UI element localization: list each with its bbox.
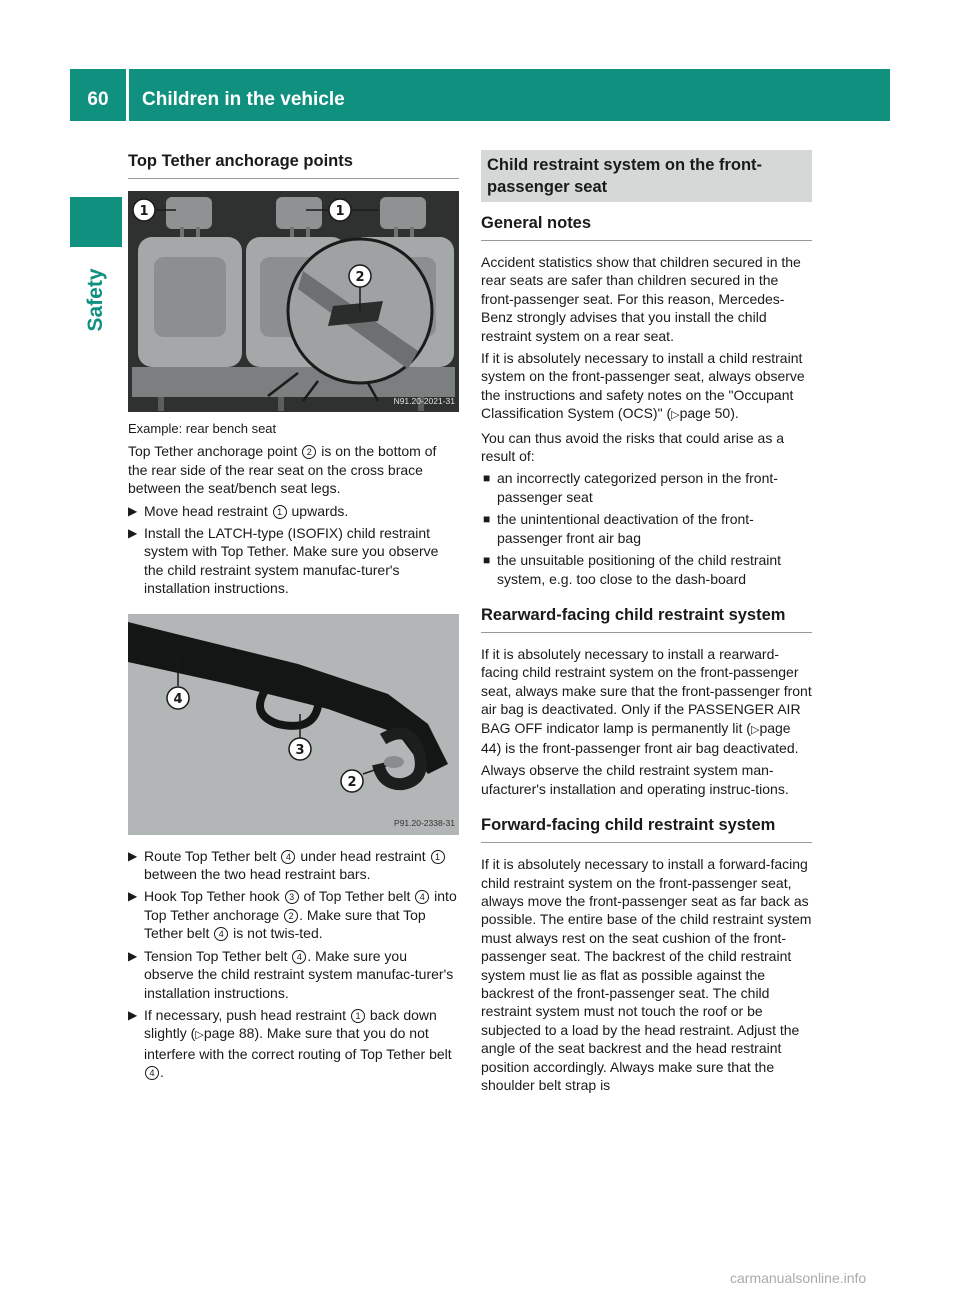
rear-bench-seat-drawing	[128, 191, 459, 412]
text-span: the unsuitable positioning of the child restraint system, e.g. too close to the dash-board	[497, 552, 782, 587]
text-span: . Make sure you observe the child restraint system manufac-turer's installation instructions.	[144, 947, 454, 1001]
callout-number: 1	[431, 850, 445, 864]
subheading-general-notes: General notes	[481, 212, 812, 241]
callout-number: 2	[284, 909, 298, 923]
text-span: ).	[730, 405, 739, 422]
subheading-forward-facing: Forward-facing child restraint system	[481, 814, 812, 843]
instruction-step	[128, 502, 459, 520]
header-divider	[126, 69, 129, 121]
paragraph: If it is absolutely necessary to install a forward-facing child restraint system on the front-passenger seat, always move the front-passenger seat as far back as possible. The entire base of the child restraint system must always rest on the seat cushion of the front-passenger seat. The backrest of the child restraint system must lie as flat as possible against the backrest of the front-passenger seat. The child restraint system must not touch the roof or be subjected to a load by the head restraint. Adjust the angle of the seat backrest and the head restraint position accordingly. Always make sure that the shoulder belt strap is	[481, 856, 812, 1094]
callout-3	[289, 738, 311, 760]
top-tether-belt-drawing	[128, 614, 459, 835]
instruction-step	[128, 1006, 459, 1082]
text-span: .	[160, 1064, 164, 1081]
text-span: back down slightly (	[144, 1006, 437, 1042]
list-item	[481, 510, 812, 547]
text-span: is not twis-ted.	[229, 925, 323, 942]
text-span: of Top Tether belt	[299, 888, 415, 905]
callout-number: 4	[281, 850, 295, 864]
image-caption: Example: rear bench seat	[128, 421, 277, 436]
step-arrow-icon: ▶	[128, 889, 138, 904]
list-item	[481, 551, 812, 588]
text-span: Tension Top Tether belt	[144, 947, 292, 964]
section-heading-front-passenger: Child restraint system on the front-passenger seat	[481, 150, 812, 202]
text-span: ) is the front-passenger front air bag deactivated.	[496, 739, 799, 756]
paragraph: Accident statistics show that children secured in the rear seats are safer than children secured in the front-passenger seat. For this reason, Mercedes-Benz strongly advises that you install the child restraint system on a rear seat.	[481, 254, 801, 344]
instruction-step	[128, 887, 459, 942]
right-column	[481, 150, 812, 1098]
text-span: Top Tether anchorage point	[128, 443, 302, 460]
page-reference-link[interactable]: page 44	[481, 719, 791, 756]
page-reference-link[interactable]: page 88	[203, 1025, 255, 1042]
paragraph: You can thus avoid the risks that could arise as a result of:	[481, 429, 784, 465]
step-arrow-icon: ▶	[128, 948, 138, 963]
instruction-step	[128, 524, 459, 598]
text-span: Install the LATCH-type (ISOFIX) child restraint system with Top Tether. Make sure you observe the child restraint system manufac-turer's installation instructions.	[144, 525, 439, 597]
callout-number: 1	[273, 505, 287, 519]
section-tab-label: Safety	[84, 268, 107, 332]
page-ref-arrow-icon: ▷	[195, 1029, 204, 1042]
callout-4	[167, 687, 189, 709]
page-ref-arrow-icon: ▷	[750, 723, 760, 736]
site-watermark: carmanualsonline.info	[730, 1270, 867, 1286]
paragraph: Always observe the child restraint system man-ufacturer's installation and operating instruc-tions.	[481, 762, 789, 797]
step-arrow-icon: ▶	[128, 1007, 138, 1022]
callout-number: 2	[302, 445, 316, 459]
bullet-icon: ■	[483, 553, 491, 568]
list-item	[481, 469, 812, 506]
text-span: is on the bottom of the rear side of the rear seat on the cross brace between the seat/bench seat legs.	[128, 443, 437, 497]
paragraph	[481, 645, 812, 757]
text-span: If it is absolutely necessary to install a child restraint system on the front-passenger seat, always observe the instructions and safety notes on the "Occupant Classification System (OCS)" (	[481, 350, 805, 422]
image-code: N91.20-2021-31	[393, 395, 455, 406]
callout-2-hook-text: 2	[347, 774, 357, 790]
text-span: . Make sure that Top Tether belt	[144, 906, 426, 942]
callout-1-left-text: 1	[139, 204, 149, 219]
top-tether-belt-illustration	[128, 614, 459, 835]
paragraph	[481, 349, 812, 425]
callout-number: 4	[292, 950, 306, 964]
callout-3-text: 3	[295, 742, 305, 758]
bullet-icon: ■	[483, 471, 491, 486]
anchorage-location-text	[128, 442, 459, 497]
bullet-icon: ■	[483, 512, 491, 527]
image-code: P91.20-2338-31	[394, 818, 455, 829]
section-tab-marker	[70, 197, 122, 247]
instruction-step	[128, 947, 459, 1002]
callout-1-center	[329, 199, 351, 221]
rear-bench-seat-illustration	[128, 191, 459, 412]
text-span: ). Make sure that you do not interfere with the correct routing of Top Tether belt	[144, 1025, 452, 1062]
step-arrow-icon: ▶	[128, 848, 138, 863]
text-span: an incorrectly categorized person in the front-passenger seat	[497, 470, 778, 505]
text-span: Move head restraint	[144, 502, 272, 519]
page-header	[70, 69, 890, 121]
callout-4-text: 4	[173, 691, 183, 707]
callout-2-text: 2	[355, 270, 365, 285]
callout-2-hook	[341, 770, 363, 792]
callout-number: 4	[214, 927, 228, 941]
callout-number: 3	[285, 890, 299, 904]
page-ref-arrow-icon: ▷	[671, 409, 680, 422]
section-heading-top-tether: Top Tether anchorage points	[128, 150, 459, 179]
callout-2	[349, 265, 371, 287]
left-column	[128, 150, 459, 1086]
callout-number: 4	[145, 1066, 159, 1080]
step-arrow-icon: ▶	[128, 503, 138, 518]
text-span: the unintentional deactivation of the front-passenger front air bag	[497, 511, 754, 546]
text-span: Route Top Tether belt	[144, 847, 281, 864]
callout-1-left	[133, 199, 155, 221]
step-arrow-icon: ▶	[128, 526, 138, 541]
callout-1-center-text: 1	[335, 204, 345, 219]
callout-number: 4	[415, 890, 429, 904]
text-span: Hook Top Tether hook	[144, 888, 284, 905]
text-span: If it is absolutely necessary to install a rearward-facing child restraint system on the front-passenger seat, always make sure that the front-passenger front air bag is deactivated. Only if the PASSENGER AIR BAG OFF indicator lamp is permanently lit (	[481, 645, 812, 736]
subheading-rearward-facing: Rearward-facing child restraint system	[481, 604, 812, 633]
text-span: between the two head restraint bars.	[144, 866, 371, 883]
page-number: 60	[87, 89, 109, 110]
page-reference-link[interactable]: page 50	[679, 405, 731, 422]
callout-number: 1	[351, 1009, 365, 1023]
text-span: into Top Tether anchorage	[144, 888, 457, 923]
text-span: upwards.	[287, 502, 349, 519]
chapter-title: Children in the vehicle	[142, 89, 345, 110]
text-span: If necessary, push head restraint	[144, 1006, 350, 1023]
text-span: under head restraint	[296, 847, 430, 864]
instruction-step	[128, 847, 459, 884]
